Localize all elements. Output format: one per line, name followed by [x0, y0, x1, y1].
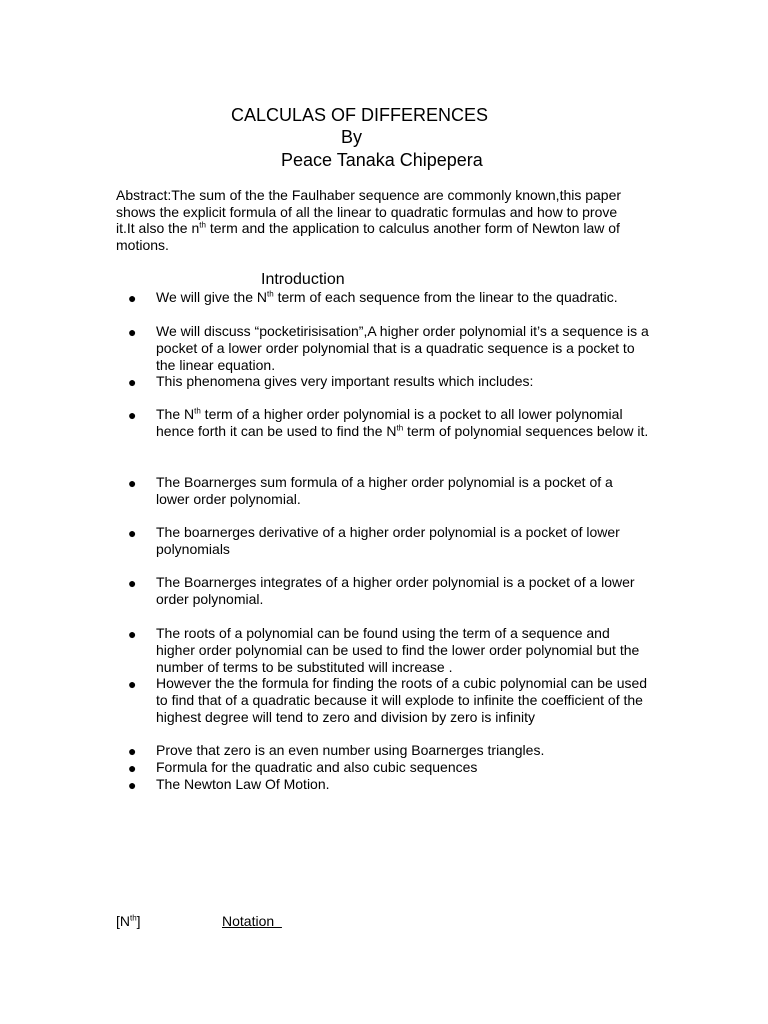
list-item-text-cont: term of a higher order polynomial is a pocket to all lower polynomial hence forth it can be used to find the N	[156, 406, 623, 439]
list-item	[156, 675, 650, 725]
list-item-text-cont: term of each sequence from the linear to the quadratic.	[273, 289, 618, 305]
list-item	[156, 759, 650, 776]
nth-bracket-label	[116, 913, 141, 930]
bullet-dot-icon: ●	[128, 407, 137, 423]
list-item	[156, 406, 650, 440]
list-item-text: We will give the N	[156, 289, 268, 305]
list-item-superscript: th	[267, 289, 274, 299]
list-item-superscript-2: th	[396, 423, 404, 433]
list-item	[156, 742, 650, 759]
list-item-text: Prove that zero is an even number using Boarnerges triangles.	[156, 742, 545, 758]
byline-by: By	[341, 127, 363, 147]
bullet-dot-icon: ●	[128, 760, 137, 776]
bullet-dot-icon: ●	[128, 743, 137, 759]
list-item	[156, 625, 650, 675]
list-item	[156, 289, 650, 306]
bullet-dot-icon: ●	[128, 575, 137, 591]
notation-heading: Notation	[222, 913, 282, 929]
list-item-text: The Boarnerges integrates of a higher order polynomial is a pocket of a lower order polynomial.	[156, 574, 635, 607]
list-item-text: The N	[156, 406, 195, 422]
abstract-text-2: term and the application to calculus another form of Newton law of motions.	[116, 220, 620, 253]
list-item	[156, 524, 650, 558]
list-item-text: The Newton Law Of Motion.	[156, 776, 330, 792]
list-item-superscript: th	[194, 406, 201, 416]
abstract-superscript: th	[199, 220, 206, 230]
list-item	[156, 776, 650, 793]
nth-open: [N	[116, 913, 130, 929]
list-item-text: The Boarnerges sum formula of a higher order polynomial is a pocket of a lower order polynomial.	[156, 474, 613, 507]
list-item	[156, 323, 650, 373]
list-item-text: This phenomena gives very important results which includes:	[156, 373, 534, 389]
nth-close: ]	[136, 913, 141, 929]
author-name: Peace Tanaka Chipepera	[281, 150, 483, 170]
list-item-text-cont-2: term of polynomial sequences below it.	[403, 422, 649, 439]
bullet-dot-icon: ●	[128, 525, 137, 541]
list-item-text: However the the formula for finding the roots of a cubic polynomial can be used to find that of a quadratic because it will explode to infinite the coefficient of the highest degree will tend to zero and division by zero is infinity	[156, 675, 648, 725]
list-item-text: The boarnerges derivative of a higher order polynomial is a pocket of lower polynomials	[156, 524, 620, 557]
list-item	[156, 373, 650, 390]
list-item	[156, 474, 650, 508]
bullet-dot-icon: ●	[128, 324, 137, 340]
introduction-heading: Introduction	[261, 271, 345, 288]
list-item-text: Formula for the quadratic and also cubic sequences	[156, 759, 478, 775]
bullet-dot-icon: ●	[128, 626, 137, 642]
nth-superscript: th	[130, 913, 137, 923]
bullet-dot-icon: ●	[128, 374, 137, 390]
list-item-text: We will discuss “pocketirisisation”,A higher order polynomial it’s a sequence is a pocket of a lower order polynomial that is a quadratic sequence is a pocket to the linear equation.	[156, 323, 649, 373]
bullet-dot-icon: ●	[128, 777, 137, 793]
abstract-paragraph	[116, 187, 636, 253]
list-item	[156, 574, 650, 608]
document-title: CALCULAS OF DIFFERENCES	[231, 105, 489, 125]
abstract-text-1: Abstract:The sum of the the Faulhaber sequence are commonly known,this paper shows the explicit formula of all the linear to quadratic formulas and how to prove it.It also the n	[116, 187, 622, 236]
bullet-dot-icon: ●	[128, 676, 137, 692]
bullet-dot-icon: ●	[128, 290, 137, 306]
bullet-dot-icon: ●	[128, 475, 137, 491]
list-item-text: The roots of a polynomial can be found using the term of a sequence and higher order polynomial can be used to find the lower order polynomial but the number of terms to be substituted will increase .	[156, 625, 640, 675]
